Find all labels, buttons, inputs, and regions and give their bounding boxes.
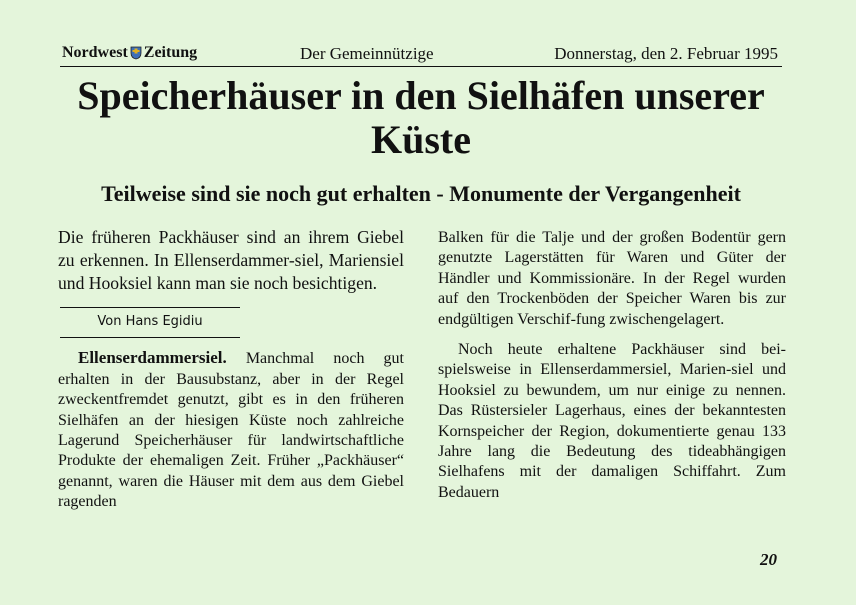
newspaper-name (62, 44, 197, 62)
supplement-title: Der Gemeinnützige (300, 44, 434, 63)
newspaper-header (60, 44, 782, 67)
paragraph-text: Manchmal noch gut erhalten in der Bausubstanz, aber in der Regel zweckentfremdet genutzt, gibt es in den früheren Sielhäfen an der hiesigen Küste noch zahlreiche Lagerund Speicherhäuser für landwirtschaftliche Produkte der ehemaligen Zeit. Früher „Packhäuser“ genannt, waren die Häuser mit dem aus dem Giebel ragenden (58, 350, 404, 511)
article-subheadline: Teilweise sind sie noch gut erhalten - Monumente der Vergangenheit (101, 181, 741, 206)
newspaper-name-part-2: Zeitung (143, 44, 198, 61)
article-column-left (58, 226, 404, 513)
newspaper-name-part-1: Nordwest (62, 44, 128, 61)
article-paragraph-continued: Balken für die Talje und der großen Bodentür gern genutzte Lagerstätten für Waren und Güter der Händler und Kommissionäre. In der Regel wurden auf den Trockenböden der Speicher Waren bis zur endgültigen Verschif-fung zwischengelagert. (438, 229, 786, 328)
dateline: Ellenserdammersiel. (78, 348, 227, 368)
article-lead: Die früheren Packhäuser sind an ihrem Giebel zu erkennen. In Ellenserdammer-siel, Mariensiel und Hooksiel kann man sie noch besichtigen. (58, 227, 404, 293)
article-paragraph (58, 348, 404, 512)
coat-of-arms-icon (130, 46, 142, 60)
byline: Von Hans Egidiu (60, 307, 240, 338)
issue-date: Donnerstag, den 2. Februar 1995 (554, 44, 778, 63)
article-paragraph: Noch heute erhaltene Packhäuser sind bei-spielsweise in Ellenserdammersiel, Marien-siel und Hooksiel zu bewundem, um nur einige zu nennen. Das Rüstersieler Lagerhaus, eines der bekanntesten Kornspeicher der Region, dokumentierte genau 133 Jahre lang die Bedeutung des tideabhängigen Sielhafens mit der damaligen Schiffahrt. Zum Bedauern (438, 341, 786, 501)
article-headline: Speicherhäuser in den Sielhäfen unserer Küste (77, 73, 765, 162)
page-number: 20 (760, 550, 777, 569)
article-column-right (438, 228, 786, 503)
